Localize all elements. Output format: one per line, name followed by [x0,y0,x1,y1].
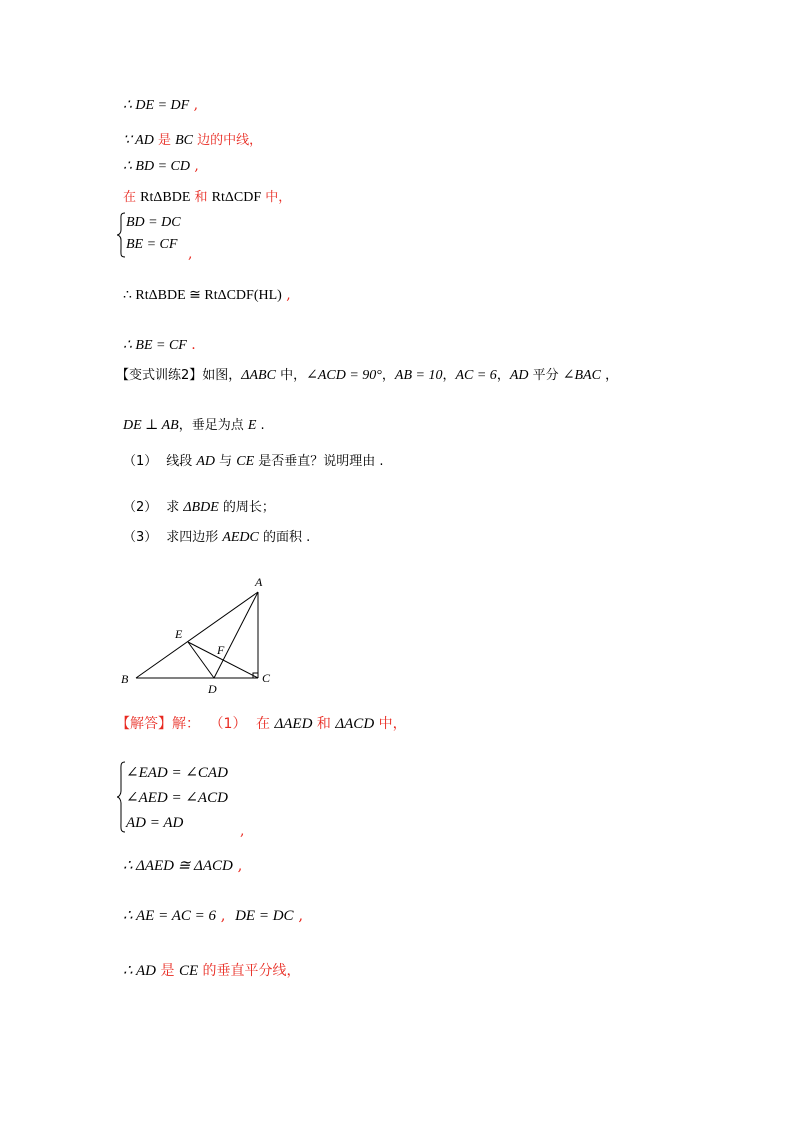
math-bd-eq-cd: ∴ BD = CD [123,159,190,174]
sep: ， [600,368,619,383]
text-perp-bisector: 的垂直平分线， [198,963,301,979]
math-de-eq-dc: DE = DC [235,908,294,924]
math-triangle-aed: ΔAED [274,716,313,732]
label-c: C [262,671,271,685]
punct: , [189,97,199,113]
math-ac-6: AC = 6 [455,368,497,383]
punct: , [240,823,245,839]
math-rt-bde: RtΔBDE [140,190,191,205]
math-ad: AD [196,454,215,469]
text: 线段 [166,454,197,469]
line-ae-ac-de-dc [123,905,303,926]
equation-row: BE = CF [126,237,178,252]
text-he: 和 [312,716,336,732]
equation-row: ∠EAD = ∠CAD [126,765,228,781]
punct: , [232,856,243,874]
text-zhong: 中， [275,368,307,383]
equation-system-1 [116,212,236,262]
text: 的面积 [258,530,303,545]
text-median: 边的中线， [192,133,263,148]
punct: , [188,246,193,262]
text-shi: 是 [153,133,176,148]
left-brace-icon [116,212,126,258]
math-triangle-bde: ΔBDE [183,500,219,515]
text-shi: 是 [156,963,179,979]
sep: ， [496,368,510,383]
math-e: E [247,418,257,433]
label-e: E [175,627,183,641]
line-ad-median [123,130,262,151]
math-ad: ∵ AD [123,133,154,148]
system-rows [126,761,228,836]
equation-row: BD = DC [126,215,181,230]
math-de-eq-df: ∴ DE = DF [123,98,190,113]
text-zai: 在 [123,190,141,205]
line-perp-bisector [123,960,301,981]
part-3 [123,527,310,548]
line-de-eq-df [123,95,198,116]
text: 求四边形 [166,530,223,545]
text-foot: ，垂足为点 [178,418,248,433]
label-a: A [255,575,263,589]
punct: . [375,454,384,469]
part-number: （2） [123,500,158,515]
label-f: F [217,643,225,657]
label-b: B [121,672,129,686]
equation-row: AD = AD [126,815,184,831]
text-he: 和 [190,190,212,205]
math-angle-acd: ∠ACD = 90° [306,368,382,383]
line-in-triangles [123,187,291,208]
math-congruent-hl: ∴ RtΔBDE ≅ RtΔCDF(HL) [123,288,282,303]
answer-heading: 【解答】解： [116,716,200,732]
system-rows [126,212,181,256]
text-zai: 在 [256,716,275,732]
question-line-1 [116,365,618,386]
text: 是否垂直？说明理由 [254,454,376,469]
math-ae-ac-6: ∴ AE = AC = 6 [123,908,216,924]
text: 与 [215,454,237,469]
math-be-eq-cf: ∴ BE = CF [123,338,187,353]
math-ce: CE [178,963,199,979]
text-zhong: 中， [374,716,407,732]
part-number: （1） [123,454,158,469]
question-line-2 [123,415,265,436]
segment-ba [136,592,258,678]
part-1 [123,451,384,472]
math-bc: BC [175,133,193,148]
math-ab-10: AB = 10 [394,368,443,383]
math-angle-bac: ∠BAC [562,368,601,383]
math-triangle-acd: ΔACD [335,716,375,732]
part-2 [123,497,275,518]
geometry-figure [116,572,286,696]
line-bd-eq-cd [123,156,199,177]
punct: , [293,906,304,924]
punct: , [216,906,226,924]
answer-heading-line [116,713,407,734]
label-d: D [208,682,217,696]
math-ad: AD [509,368,529,383]
punct: , [281,287,291,303]
line-congruent-aed-acd [123,855,242,876]
equation-row: ∠AED = ∠ACD [126,790,228,806]
part-number: （1） [209,716,247,732]
sep: ， [381,368,395,383]
segment-ed [188,642,214,678]
segment-ad [214,592,258,678]
math-ad: ∴ AD [123,963,157,979]
punct: . [302,530,311,545]
line-be-eq-cf [123,335,196,356]
math-congruent: ∴ ΔAED ≅ ΔACD [123,858,233,874]
question-heading: 【变式训练2】如图， [116,368,242,383]
sep: ， [442,368,456,383]
math-ce: CE [236,454,255,469]
part-number: （3） [123,530,158,545]
text-zhong: 中， [261,190,292,205]
text: 求 [166,500,184,515]
math-triangle-abc: ΔABC [241,368,276,383]
text: 的周长； [218,500,275,515]
math-de-perp-ab: DE ⊥ AB [123,418,179,433]
punct: . [186,337,196,353]
line-congruent-hl [123,285,291,306]
left-brace-icon [116,761,126,833]
punct: . [256,418,265,433]
math-rt-cdf: RtΔCDF [211,190,262,205]
punct: , [189,158,199,174]
text-bisect: 平分 [528,368,563,383]
math-aedc: AEDC [222,530,259,545]
equation-system-2 [116,761,276,841]
